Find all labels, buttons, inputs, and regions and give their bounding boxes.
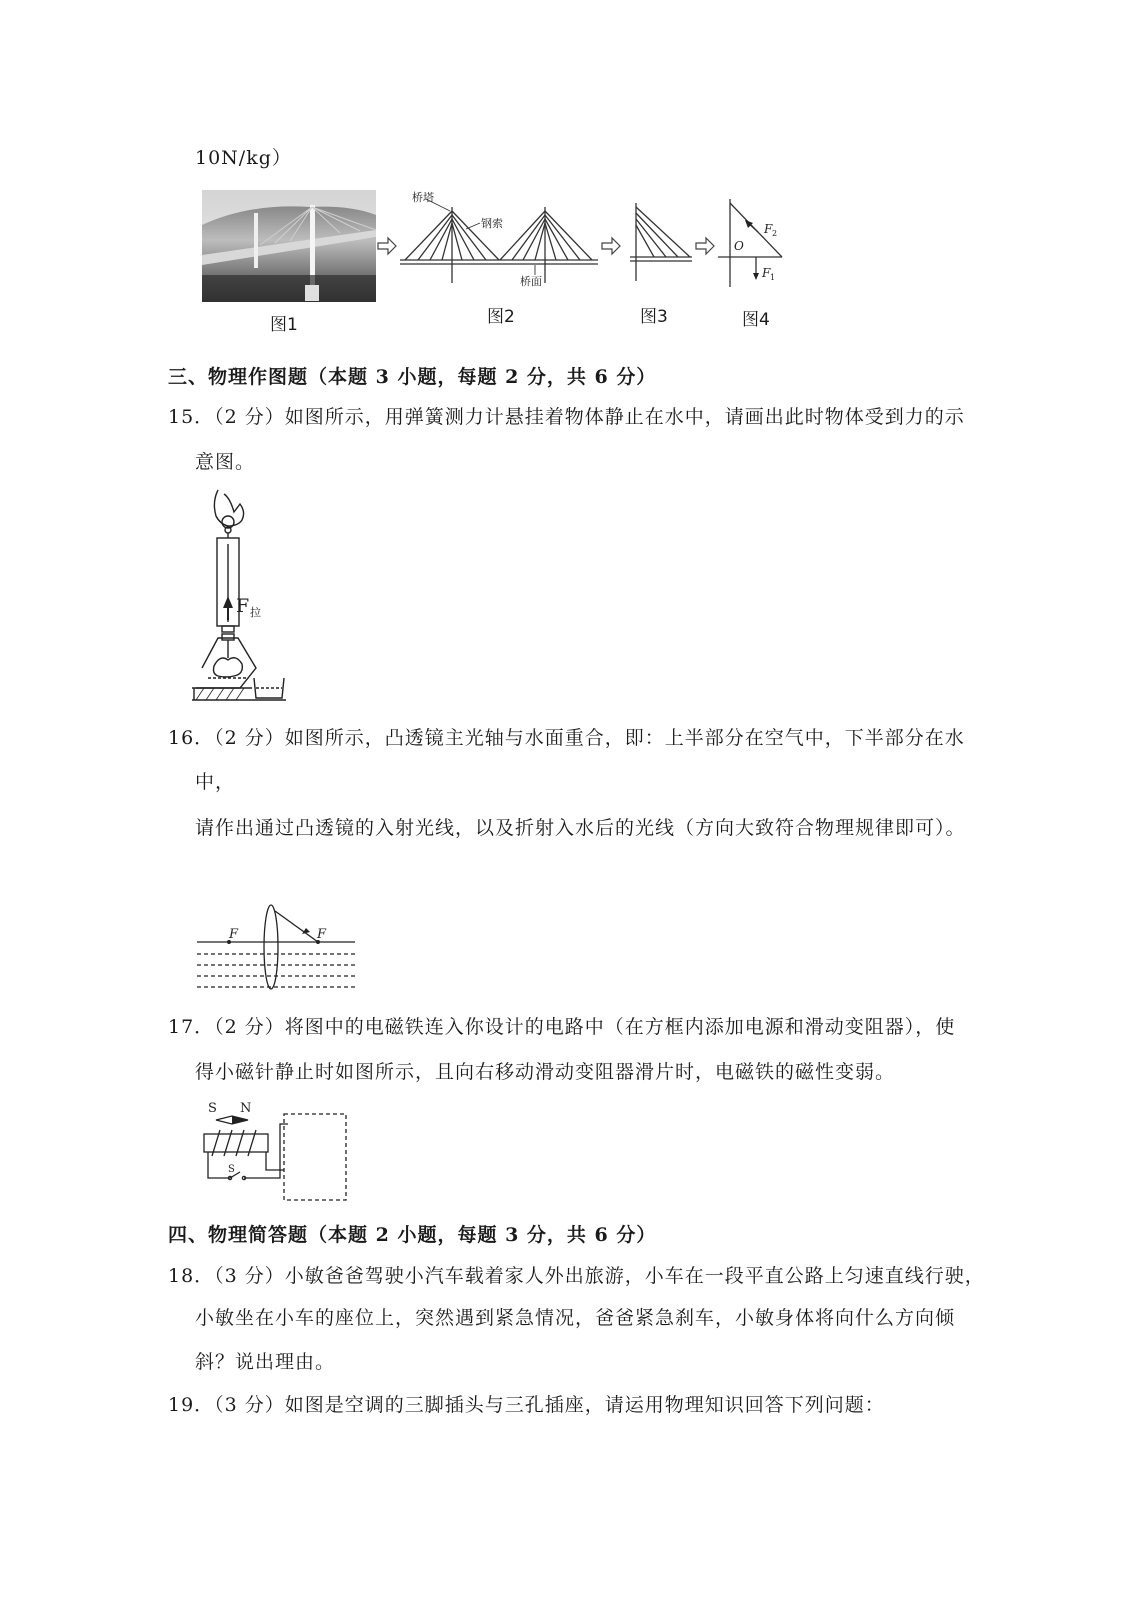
arrow-up-icon: [223, 596, 233, 608]
bridge-diagram-fig3: [630, 203, 692, 281]
caption-fig4: 图4: [742, 310, 770, 330]
label-switch-S: S: [228, 1164, 235, 1175]
caption-fig2: 图2: [487, 307, 515, 327]
label-O: O: [734, 239, 744, 253]
label-F-pull: F: [236, 595, 250, 617]
q17-line1: 17．（2 分）将图中的电磁铁连入你设计的电路中（在方框内添加电源和滑动变阻器），使: [168, 1016, 956, 1038]
label-focus-right: F: [317, 927, 327, 942]
label-F2: F: [764, 222, 773, 236]
bridge-diagram-fig2: [400, 199, 598, 283]
section-4-title: 四、物理简答题（本题 2 小题，每题 3 分，共 6 分）: [168, 1224, 657, 1246]
convex-lens-svg: [195, 902, 360, 994]
label-F1-sub: 1: [770, 273, 776, 282]
label-F1: F: [762, 266, 771, 280]
electromagnet-figure: [192, 1098, 357, 1203]
spring-scale-svg: [190, 488, 300, 706]
arrow-icon: [696, 238, 714, 254]
label-cable: 钢索: [481, 217, 503, 230]
electromagnet-svg: [192, 1098, 357, 1203]
label-F-pull-sub: 拉: [250, 606, 261, 619]
arrow-icon: [602, 238, 620, 254]
q16-line1: 16．（2 分）如图所示，凸透镜主光轴与水面重合，即：上半部分在空气中，下半部分在水: [168, 727, 965, 749]
bridge-photo: [202, 190, 376, 302]
label-deck: 桥面: [520, 275, 542, 288]
q18-line1: 18．（3 分）小敏爸爸驾驶小汽车载着家人外出旅游，小车在一段平直公路上匀速直线行驶，: [168, 1265, 985, 1287]
convex-lens-figure: [195, 902, 360, 994]
q19-line1: 19．（3 分）如图是空调的三脚插头与三孔插座，请运用物理知识回答下列问题：: [168, 1394, 885, 1416]
q15-line2: 意图。: [195, 451, 256, 473]
label-needle-S: S: [208, 1101, 217, 1116]
caption-fig3: 图3: [640, 307, 668, 327]
q16-line3: 请作出通过凸透镜的入射光线，以及折射入水后的光线（方向大致符合物理规律即可）。: [195, 817, 966, 839]
q16-line2: 中，: [195, 771, 236, 793]
q18-line2: 小敏坐在小车的座位上，突然遇到紧急情况，爸爸紧急刹车，小敏身体将向什么方向倾: [195, 1307, 956, 1329]
label-focus-left: F: [229, 927, 239, 942]
label-tower: 桥塔: [412, 191, 434, 204]
q14-tail-text: 10N/kg）: [195, 147, 292, 169]
section-3-title: 三、物理作图题（本题 3 小题，每题 2 分，共 6 分）: [168, 366, 657, 388]
arrow-icon: [378, 238, 396, 254]
caption-fig1: 图1: [270, 315, 298, 335]
q15-line1: 15．（2 分）如图所示，用弹簧测力计悬挂着物体静止在水中，请画出此时物体受到力的示: [168, 406, 965, 428]
q18-line3: 斜？说出理由。: [195, 1351, 336, 1373]
label-F2-sub: 2: [772, 229, 778, 238]
label-needle-N: N: [240, 1101, 252, 1116]
q17-line2: 得小磁针静止时如图所示，且向右移动滑动变阻器滑片时，电磁铁的磁性变弱。: [195, 1061, 896, 1083]
spring-scale-figure: [190, 488, 300, 706]
